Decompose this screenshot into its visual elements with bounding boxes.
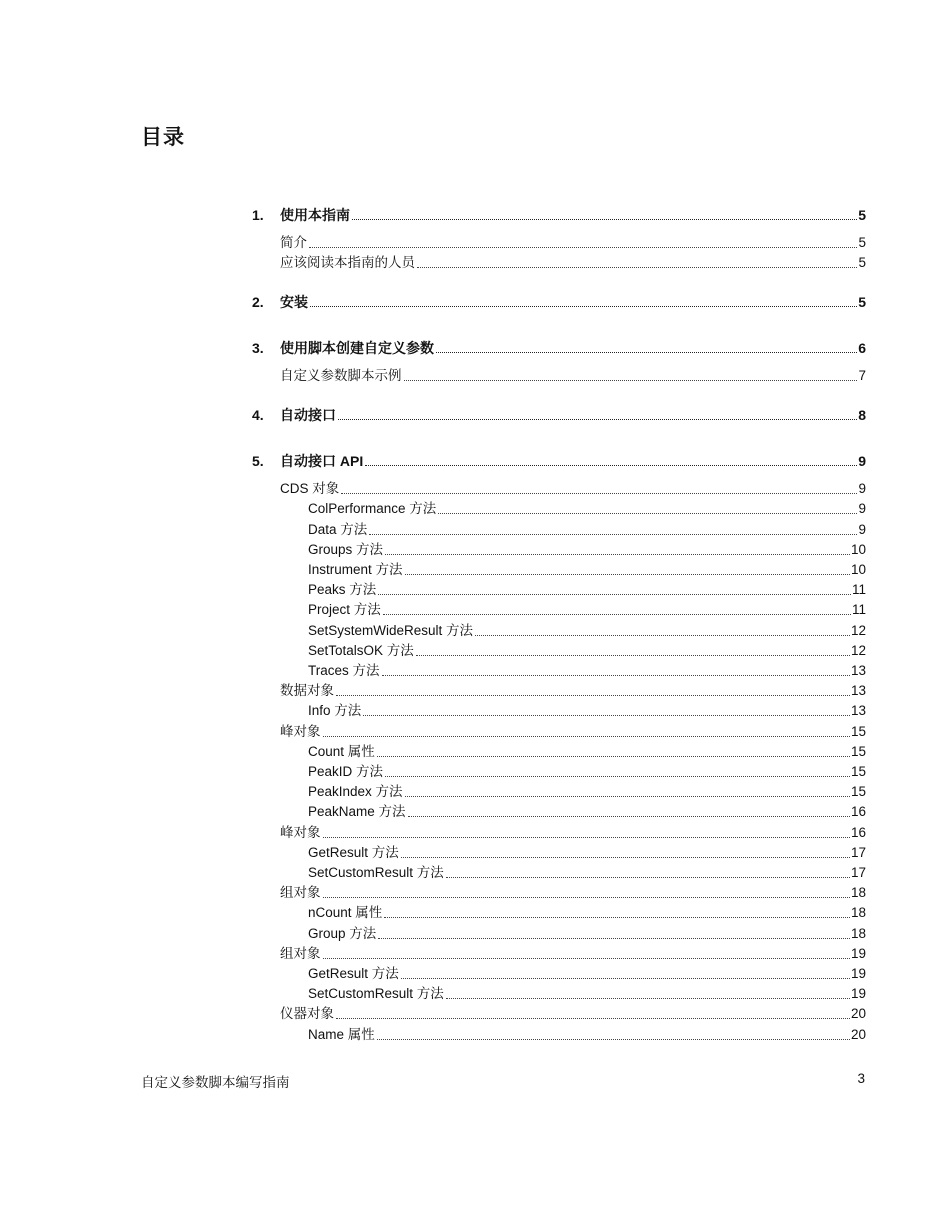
toc-entry-title: Group 方法: [308, 926, 377, 941]
toc-entry-title: Data 方法: [308, 522, 368, 537]
toc-entry-title: 安装: [280, 294, 308, 310]
toc-entry-page: 10: [850, 542, 866, 557]
toc-dot-leader: [309, 247, 857, 248]
toc-entry-title: Name 属性: [308, 1027, 375, 1042]
toc-dot-leader: [378, 594, 851, 595]
toc-chapter-number: 2.: [252, 294, 264, 310]
toc-entry-title: 使用本指南: [280, 207, 350, 223]
toc-entry-title: SetCustomResult 方法: [308, 986, 444, 1001]
toc-entry-title: GetResult 方法: [308, 966, 399, 981]
toc-dot-leader: [323, 837, 850, 838]
toc-dot-leader: [408, 816, 850, 817]
toc-entry[interactable]: [308, 965, 866, 983]
toc-dot-leader: [401, 857, 850, 858]
toc-entry[interactable]: [280, 480, 866, 498]
toc-entry-page: 18: [850, 885, 866, 900]
toc-entry-title: 组对象: [280, 946, 321, 961]
toc-dot-leader: [323, 897, 850, 898]
toc-entry[interactable]: [308, 521, 866, 539]
toc-entry-title: Info 方法: [308, 703, 362, 718]
toc-entry[interactable]: [308, 985, 866, 1003]
toc-entry[interactable]: [280, 367, 866, 385]
toc-dot-leader: [365, 465, 857, 466]
toc-chapter-number: 5.: [252, 453, 264, 469]
toc-dot-leader: [352, 219, 857, 220]
toc-entry-title: 自定义参数脚本示例: [280, 368, 402, 383]
toc-dot-leader: [363, 715, 850, 716]
toc-entry-page: 20: [850, 1006, 866, 1021]
toc-entry-title: GetResult 方法: [308, 845, 399, 860]
toc-entry[interactable]: [280, 682, 866, 700]
toc-entry-page: 5: [858, 255, 866, 270]
toc-entry-page: 11: [851, 582, 866, 597]
toc-dot-leader: [377, 1039, 850, 1040]
toc-entry-title: 峰对象: [280, 724, 321, 739]
toc-entry-page: 15: [850, 784, 866, 799]
toc-dot-leader: [405, 796, 850, 797]
toc-entry-title: SetCustomResult 方法: [308, 865, 444, 880]
toc-chapter[interactable]: [252, 293, 866, 311]
toc-entry[interactable]: [308, 763, 866, 781]
toc-entry[interactable]: [308, 601, 866, 619]
toc-entry[interactable]: [280, 234, 866, 252]
toc-entry-title: PeakID 方法: [308, 764, 384, 779]
toc-dot-leader: [369, 534, 857, 535]
toc-dot-leader: [385, 554, 850, 555]
toc-entry[interactable]: [308, 642, 866, 660]
toc-entry-page: 9: [858, 453, 866, 469]
toc-entry[interactable]: [308, 500, 866, 518]
toc-dot-leader: [446, 877, 850, 878]
toc-entry[interactable]: [280, 945, 866, 963]
toc-entry-page: 13: [850, 703, 866, 718]
toc-entry-page: 9: [858, 501, 866, 516]
toc-entry-title: nCount 属性: [308, 905, 383, 920]
toc-entry-page: 18: [850, 926, 866, 941]
toc-entry[interactable]: [308, 581, 866, 599]
toc-dot-leader: [378, 938, 850, 939]
toc-dot-leader: [377, 756, 850, 757]
toc-entry-title: Peaks 方法: [308, 582, 377, 597]
toc-entry[interactable]: [308, 864, 866, 882]
toc-entry[interactable]: [308, 1026, 866, 1044]
toc-entry-page: 15: [850, 724, 866, 739]
toc-entry-title: 组对象: [280, 885, 321, 900]
toc-chapter[interactable]: [252, 339, 866, 357]
toc-entry-page: 16: [850, 825, 866, 840]
footer-page-number: 3: [857, 1071, 865, 1086]
toc-entry-title: Instrument 方法: [308, 562, 403, 577]
toc-dot-leader: [338, 419, 857, 420]
toc-entry-title: 应该阅读本指南的人员: [280, 255, 415, 270]
toc-entry-page: 11: [851, 602, 866, 617]
toc-entry-page: 10: [850, 562, 866, 577]
toc-entry-page: 17: [850, 865, 866, 880]
toc-entry[interactable]: [308, 803, 866, 821]
toc-entry[interactable]: [308, 622, 866, 640]
toc-entry-title: CDS 对象: [280, 481, 340, 496]
toc-entry-page: 16: [850, 804, 866, 819]
toc-entry[interactable]: [308, 743, 866, 761]
toc-dot-leader: [416, 655, 850, 656]
footer-title: 自定义参数脚本编写指南: [141, 1075, 290, 1090]
toc-entry-title: 使用脚本创建自定义参数: [280, 340, 434, 356]
toc-entry-title: 仪器对象: [280, 1006, 334, 1021]
toc-entry[interactable]: [280, 884, 866, 902]
toc-dot-leader: [446, 998, 850, 999]
toc-dot-leader: [341, 493, 857, 494]
toc-dot-leader: [385, 776, 850, 777]
toc-entry-title: 简介: [280, 235, 307, 250]
toc-entry[interactable]: [308, 561, 866, 579]
toc-dot-leader: [323, 736, 850, 737]
toc-entry-title: PeakName 方法: [308, 804, 406, 819]
toc-entry-page: 13: [850, 683, 866, 698]
toc-entry-page: 12: [850, 643, 866, 658]
toc-dot-leader: [404, 380, 858, 381]
toc-entry[interactable]: [308, 541, 866, 559]
toc-entry-page: 9: [858, 522, 866, 537]
toc-entry-page: 5: [858, 294, 866, 310]
toc-entry-title: 数据对象: [280, 683, 334, 698]
toc-entry[interactable]: [308, 662, 866, 680]
toc-entry-page: 6: [858, 340, 866, 356]
toc-entry[interactable]: [280, 824, 866, 842]
toc-dot-leader: [475, 635, 850, 636]
toc-dot-leader: [382, 675, 850, 676]
toc-chapter-number: 3.: [252, 340, 264, 356]
toc-dot-leader: [438, 513, 857, 514]
toc-entry[interactable]: [308, 904, 866, 922]
toc-entry-title: PeakIndex 方法: [308, 784, 403, 799]
toc-dot-leader: [336, 695, 850, 696]
toc-entry[interactable]: [308, 783, 866, 801]
toc-entry-title: SetSystemWideResult 方法: [308, 623, 474, 638]
toc-entry[interactable]: [308, 925, 866, 943]
toc-entry-page: 5: [858, 207, 866, 223]
toc-entry-title: 峰对象: [280, 825, 321, 840]
toc-dot-leader: [383, 614, 851, 615]
toc-entry[interactable]: [308, 702, 866, 720]
toc-entry-page: 17: [850, 845, 866, 860]
toc-dot-leader: [384, 917, 850, 918]
toc-chapter[interactable]: [252, 206, 866, 224]
toc-dot-leader: [310, 306, 857, 307]
toc-entry-page: 19: [850, 986, 866, 1001]
toc-dot-leader: [405, 574, 850, 575]
toc-entry-title: SetTotalsOK 方法: [308, 643, 414, 658]
toc-entry-page: 9: [858, 481, 866, 496]
toc-entry-page: 15: [850, 764, 866, 779]
toc-entry-title: ColPerformance 方法: [308, 501, 437, 516]
toc-entry-page: 13: [850, 663, 866, 678]
toc-entry-page: 12: [850, 623, 866, 638]
toc-entry-title: Traces 方法: [308, 663, 380, 678]
toc-chapter-number: 1.: [252, 207, 264, 223]
page-title: 目录: [141, 125, 185, 149]
toc-dot-leader: [401, 978, 850, 979]
toc-dot-leader: [417, 267, 857, 268]
toc-entry-title: Count 属性: [308, 744, 375, 759]
toc-entry-title: 自动接口 API: [280, 453, 364, 469]
toc-chapter[interactable]: [252, 406, 866, 424]
toc-chapter-number: 4.: [252, 407, 264, 423]
toc-entry-page: 20: [850, 1027, 866, 1042]
toc-entry[interactable]: [308, 844, 866, 862]
toc-entry[interactable]: [280, 1005, 866, 1023]
toc-dot-leader: [436, 352, 857, 353]
toc-entry-page: 18: [850, 905, 866, 920]
toc-chapter[interactable]: [252, 452, 866, 470]
toc-entry[interactable]: [280, 723, 866, 741]
toc-entry-page: 7: [858, 368, 866, 383]
toc-entry-title: Groups 方法: [308, 542, 384, 557]
toc-entry-title: 自动接口: [280, 407, 336, 423]
toc-entry-page: 19: [850, 946, 866, 961]
toc-entry-page: 8: [858, 407, 866, 423]
toc-dot-leader: [323, 958, 850, 959]
toc-dot-leader: [336, 1018, 850, 1019]
toc-entry-title: Project 方法: [308, 602, 381, 617]
toc-entry-page: 15: [850, 744, 866, 759]
toc-entry[interactable]: [280, 254, 866, 272]
toc-entry-page: 19: [850, 966, 866, 981]
toc-entry-page: 5: [858, 235, 866, 250]
